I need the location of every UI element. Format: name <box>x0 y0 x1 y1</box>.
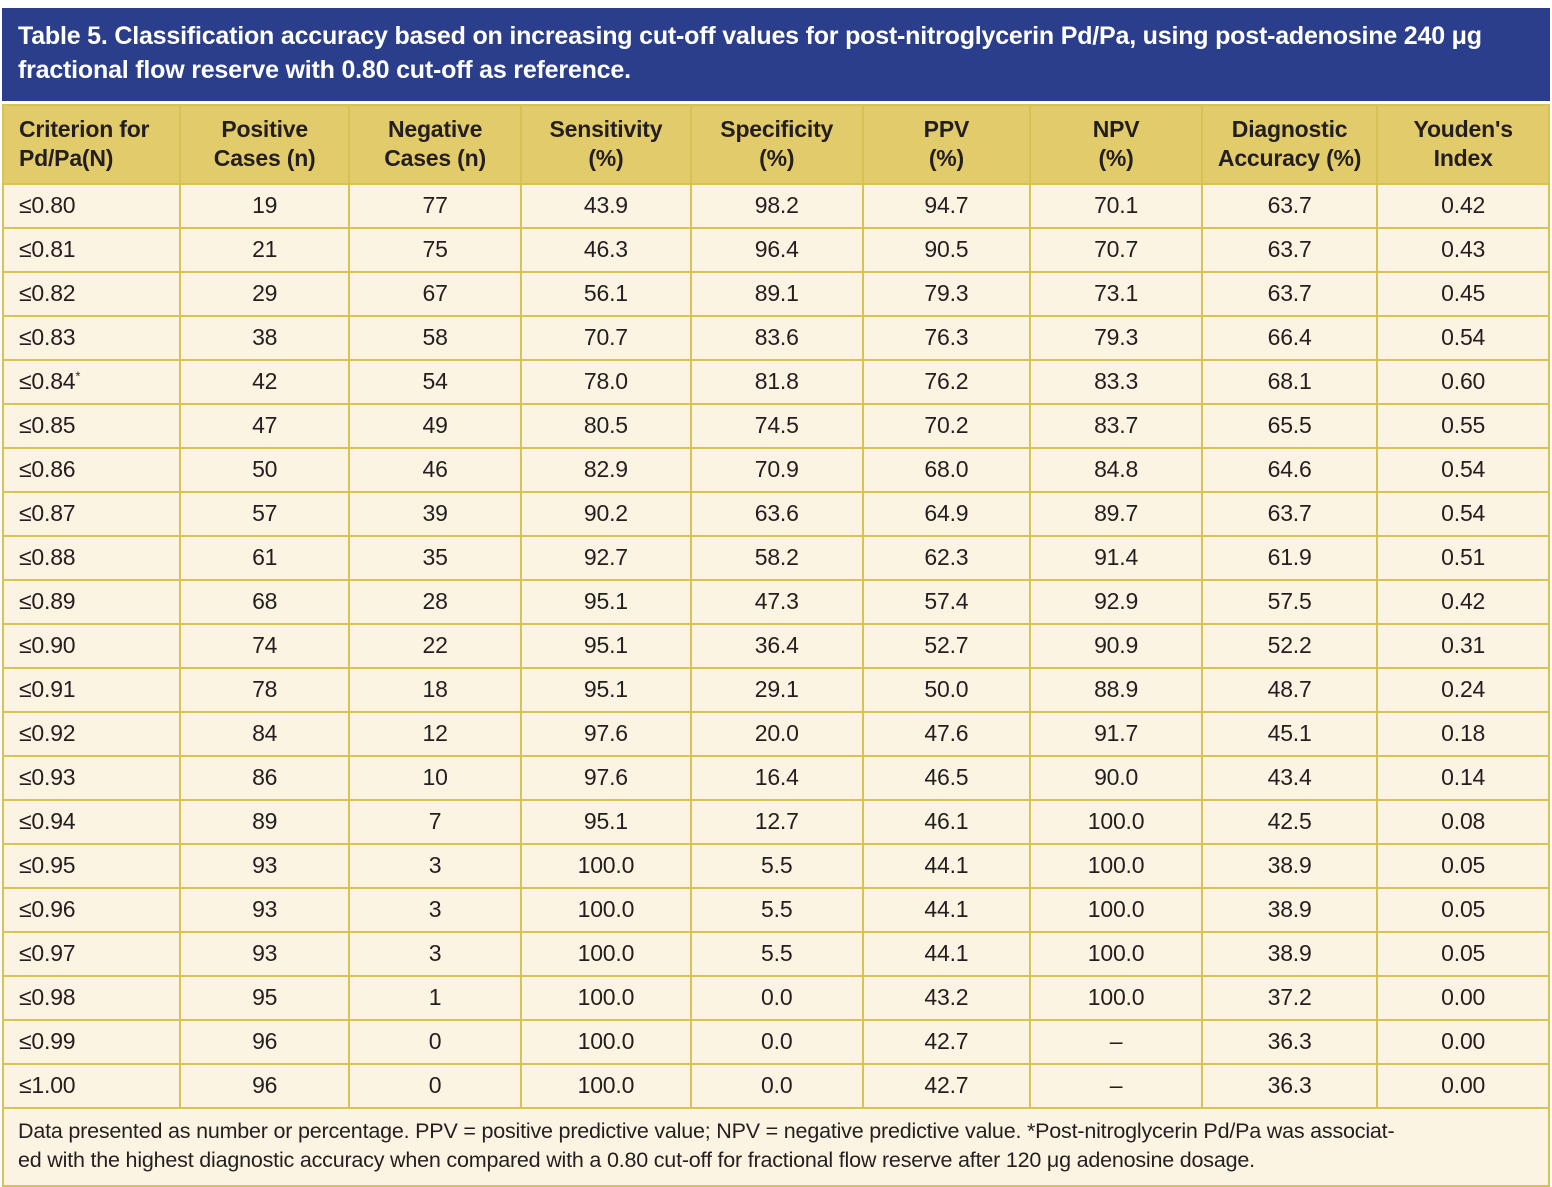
npv-cell: 70.1 <box>1030 184 1202 228</box>
ppv-cell: 50.0 <box>863 668 1031 712</box>
specificity-cell: 98.2 <box>691 184 863 228</box>
criterion-cell: ≤0.80 <box>3 184 180 228</box>
sensitivity-cell: 95.1 <box>521 580 691 624</box>
npv-cell: 70.7 <box>1030 228 1202 272</box>
column-header-npv: NPV (%) <box>1030 105 1202 184</box>
table-row <box>3 228 1549 272</box>
classification-accuracy-table <box>2 104 1550 1187</box>
positive-cell: 89 <box>180 800 349 844</box>
npv-cell: 100.0 <box>1030 844 1202 888</box>
criterion-cell: ≤0.93 <box>3 756 180 800</box>
npv-cell: 91.4 <box>1030 536 1202 580</box>
column-header-specificity: Specificity (%) <box>691 105 863 184</box>
criterion-cell: ≤0.91 <box>3 668 180 712</box>
positive-cell: 38 <box>180 316 349 360</box>
accuracy-cell: 57.5 <box>1202 580 1377 624</box>
specificity-cell: 81.8 <box>691 360 863 404</box>
table-title: Table 5. Classification accuracy based on increasing cut-off values for post-nitroglycerin Pd/Pa, using post-adenosine 240 μg fractional flow reserve with 0.80 cut-off as reference. <box>2 8 1550 101</box>
sensitivity-cell: 97.6 <box>521 712 691 756</box>
criterion-cell: ≤0.88 <box>3 536 180 580</box>
negative-cell: 28 <box>349 580 521 624</box>
accuracy-cell: 63.7 <box>1202 184 1377 228</box>
accuracy-cell: 45.1 <box>1202 712 1377 756</box>
criterion-cell: ≤0.85 <box>3 404 180 448</box>
negative-cell: 46 <box>349 448 521 492</box>
youden-cell: 0.45 <box>1377 272 1549 316</box>
npv-cell: 91.7 <box>1030 712 1202 756</box>
table-footnote-row <box>3 1108 1549 1186</box>
table-row <box>3 756 1549 800</box>
youden-cell: 0.55 <box>1377 404 1549 448</box>
specificity-cell: 5.5 <box>691 932 863 976</box>
positive-cell: 19 <box>180 184 349 228</box>
npv-cell: – <box>1030 1064 1202 1108</box>
npv-cell: 92.9 <box>1030 580 1202 624</box>
criterion-cell: ≤0.86 <box>3 448 180 492</box>
positive-cell: 42 <box>180 360 349 404</box>
accuracy-cell: 63.7 <box>1202 492 1377 536</box>
table-row <box>3 580 1549 624</box>
ppv-cell: 46.1 <box>863 800 1031 844</box>
table-row <box>3 316 1549 360</box>
specificity-cell: 36.4 <box>691 624 863 668</box>
npv-cell: 73.1 <box>1030 272 1202 316</box>
column-header-criterion: Criterion for Pd/Pa(N) <box>3 105 180 184</box>
youden-cell: 0.42 <box>1377 184 1549 228</box>
sensitivity-cell: 80.5 <box>521 404 691 448</box>
sensitivity-cell: 100.0 <box>521 976 691 1020</box>
table-row <box>3 448 1549 492</box>
specificity-cell: 83.6 <box>691 316 863 360</box>
table-row <box>3 668 1549 712</box>
youden-cell: 0.00 <box>1377 1064 1549 1108</box>
table-row <box>3 184 1549 228</box>
column-header-diagnostic-accuracy: Diagnostic Accuracy (%) <box>1202 105 1377 184</box>
ppv-cell: 64.9 <box>863 492 1031 536</box>
table-row <box>3 1064 1549 1108</box>
negative-cell: 0 <box>349 1064 521 1108</box>
sensitivity-cell: 100.0 <box>521 1020 691 1064</box>
npv-cell: 83.7 <box>1030 404 1202 448</box>
positive-cell: 84 <box>180 712 349 756</box>
ppv-cell: 44.1 <box>863 932 1031 976</box>
sensitivity-cell: 78.0 <box>521 360 691 404</box>
accuracy-cell: 61.9 <box>1202 536 1377 580</box>
sensitivity-cell: 82.9 <box>521 448 691 492</box>
youden-cell: 0.60 <box>1377 360 1549 404</box>
column-header-positive-cases: Positive Cases (n) <box>180 105 349 184</box>
footnote-cell <box>3 1108 1549 1186</box>
accuracy-cell: 64.6 <box>1202 448 1377 492</box>
npv-cell: – <box>1030 1020 1202 1064</box>
accuracy-cell: 42.5 <box>1202 800 1377 844</box>
sensitivity-cell: 70.7 <box>521 316 691 360</box>
negative-cell: 67 <box>349 272 521 316</box>
positive-cell: 93 <box>180 844 349 888</box>
table-row <box>3 888 1549 932</box>
specificity-cell: 16.4 <box>691 756 863 800</box>
sensitivity-cell: 95.1 <box>521 800 691 844</box>
positive-cell: 29 <box>180 272 349 316</box>
sensitivity-cell: 90.2 <box>521 492 691 536</box>
ppv-cell: 46.5 <box>863 756 1031 800</box>
youden-cell: 0.00 <box>1377 1020 1549 1064</box>
sensitivity-cell: 43.9 <box>521 184 691 228</box>
npv-cell: 100.0 <box>1030 888 1202 932</box>
positive-cell: 61 <box>180 536 349 580</box>
youden-cell: 0.31 <box>1377 624 1549 668</box>
accuracy-cell: 63.7 <box>1202 228 1377 272</box>
table-row <box>3 712 1549 756</box>
table-row <box>3 492 1549 536</box>
table-row <box>3 360 1549 404</box>
npv-cell: 88.9 <box>1030 668 1202 712</box>
positive-cell: 74 <box>180 624 349 668</box>
criterion-cell: ≤0.97 <box>3 932 180 976</box>
criterion-cell: ≤0.94 <box>3 800 180 844</box>
sensitivity-cell: 46.3 <box>521 228 691 272</box>
npv-cell: 84.8 <box>1030 448 1202 492</box>
negative-cell: 3 <box>349 844 521 888</box>
specificity-cell: 70.9 <box>691 448 863 492</box>
sensitivity-cell: 97.6 <box>521 756 691 800</box>
criterion-cell: ≤0.89 <box>3 580 180 624</box>
npv-cell: 89.7 <box>1030 492 1202 536</box>
positive-cell: 47 <box>180 404 349 448</box>
table-row <box>3 800 1549 844</box>
youden-cell: 0.05 <box>1377 888 1549 932</box>
accuracy-cell: 38.9 <box>1202 844 1377 888</box>
npv-cell: 79.3 <box>1030 316 1202 360</box>
positive-cell: 78 <box>180 668 349 712</box>
negative-cell: 77 <box>349 184 521 228</box>
ppv-cell: 90.5 <box>863 228 1031 272</box>
ppv-cell: 68.0 <box>863 448 1031 492</box>
ppv-cell: 42.7 <box>863 1020 1031 1064</box>
positive-cell: 68 <box>180 580 349 624</box>
criterion-cell: ≤0.81 <box>3 228 180 272</box>
table-row <box>3 624 1549 668</box>
criterion-cell: ≤0.84* <box>3 360 180 404</box>
youden-cell: 0.54 <box>1377 448 1549 492</box>
ppv-cell: 62.3 <box>863 536 1031 580</box>
positive-cell: 93 <box>180 888 349 932</box>
youden-cell: 0.14 <box>1377 756 1549 800</box>
sensitivity-cell: 100.0 <box>521 932 691 976</box>
criterion-cell: ≤0.96 <box>3 888 180 932</box>
negative-cell: 3 <box>349 888 521 932</box>
specificity-cell: 12.7 <box>691 800 863 844</box>
ppv-cell: 70.2 <box>863 404 1031 448</box>
ppv-cell: 47.6 <box>863 712 1031 756</box>
table-row <box>3 1020 1549 1064</box>
criterion-cell: ≤0.99 <box>3 1020 180 1064</box>
sensitivity-cell: 92.7 <box>521 536 691 580</box>
accuracy-cell: 66.4 <box>1202 316 1377 360</box>
positive-cell: 96 <box>180 1064 349 1108</box>
table-row <box>3 932 1549 976</box>
ppv-cell: 79.3 <box>863 272 1031 316</box>
ppv-cell: 76.3 <box>863 316 1031 360</box>
negative-cell: 3 <box>349 932 521 976</box>
ppv-cell: 44.1 <box>863 844 1031 888</box>
specificity-cell: 74.5 <box>691 404 863 448</box>
criterion-cell: ≤0.83 <box>3 316 180 360</box>
table-row <box>3 404 1549 448</box>
specificity-cell: 29.1 <box>691 668 863 712</box>
negative-cell: 35 <box>349 536 521 580</box>
youden-cell: 0.08 <box>1377 800 1549 844</box>
ppv-cell: 52.7 <box>863 624 1031 668</box>
negative-cell: 0 <box>349 1020 521 1064</box>
negative-cell: 1 <box>349 976 521 1020</box>
negative-cell: 39 <box>349 492 521 536</box>
negative-cell: 22 <box>349 624 521 668</box>
criterion-cell: ≤0.95 <box>3 844 180 888</box>
positive-cell: 95 <box>180 976 349 1020</box>
ppv-cell: 44.1 <box>863 888 1031 932</box>
youden-cell: 0.00 <box>1377 976 1549 1020</box>
specificity-cell: 58.2 <box>691 536 863 580</box>
youden-cell: 0.24 <box>1377 668 1549 712</box>
specificity-cell: 5.5 <box>691 888 863 932</box>
specificity-cell: 0.0 <box>691 976 863 1020</box>
specificity-cell: 5.5 <box>691 844 863 888</box>
accuracy-cell: 37.2 <box>1202 976 1377 1020</box>
accuracy-cell: 38.9 <box>1202 888 1377 932</box>
youden-cell: 0.43 <box>1377 228 1549 272</box>
accuracy-cell: 63.7 <box>1202 272 1377 316</box>
negative-cell: 18 <box>349 668 521 712</box>
specificity-cell: 89.1 <box>691 272 863 316</box>
npv-cell: 90.9 <box>1030 624 1202 668</box>
accuracy-cell: 68.1 <box>1202 360 1377 404</box>
specificity-cell: 20.0 <box>691 712 863 756</box>
negative-cell: 58 <box>349 316 521 360</box>
sensitivity-cell: 100.0 <box>521 1064 691 1108</box>
youden-cell: 0.51 <box>1377 536 1549 580</box>
specificity-cell: 47.3 <box>691 580 863 624</box>
sensitivity-cell: 56.1 <box>521 272 691 316</box>
negative-cell: 49 <box>349 404 521 448</box>
npv-cell: 100.0 <box>1030 976 1202 1020</box>
npv-cell: 100.0 <box>1030 932 1202 976</box>
table-row <box>3 844 1549 888</box>
ppv-cell: 57.4 <box>863 580 1031 624</box>
ppv-cell: 76.2 <box>863 360 1031 404</box>
table-row <box>3 536 1549 580</box>
ppv-cell: 42.7 <box>863 1064 1031 1108</box>
footnote-marker: * <box>75 368 81 384</box>
accuracy-cell: 36.3 <box>1202 1020 1377 1064</box>
specificity-cell: 0.0 <box>691 1064 863 1108</box>
table-row <box>3 272 1549 316</box>
youden-cell: 0.54 <box>1377 316 1549 360</box>
table-row <box>3 976 1549 1020</box>
npv-cell: 83.3 <box>1030 360 1202 404</box>
youden-cell: 0.54 <box>1377 492 1549 536</box>
column-header-ppv: PPV (%) <box>863 105 1031 184</box>
column-header-sensitivity: Sensitivity (%) <box>521 105 691 184</box>
youden-cell: 0.05 <box>1377 844 1549 888</box>
criterion-cell: ≤0.90 <box>3 624 180 668</box>
positive-cell: 86 <box>180 756 349 800</box>
accuracy-cell: 36.3 <box>1202 1064 1377 1108</box>
negative-cell: 10 <box>349 756 521 800</box>
footnote-line-2: ed with the highest diagnostic accuracy when compared with a 0.80 cut-off for fractional flow reserve after 120 μg adenosine dosage. <box>18 1147 1255 1172</box>
table-header-row <box>3 105 1549 184</box>
specificity-cell: 96.4 <box>691 228 863 272</box>
criterion-cell: ≤1.00 <box>3 1064 180 1108</box>
negative-cell: 75 <box>349 228 521 272</box>
accuracy-cell: 43.4 <box>1202 756 1377 800</box>
sensitivity-cell: 95.1 <box>521 624 691 668</box>
ppv-cell: 43.2 <box>863 976 1031 1020</box>
negative-cell: 54 <box>349 360 521 404</box>
sensitivity-cell: 95.1 <box>521 668 691 712</box>
positive-cell: 93 <box>180 932 349 976</box>
positive-cell: 96 <box>180 1020 349 1064</box>
sensitivity-cell: 100.0 <box>521 888 691 932</box>
negative-cell: 7 <box>349 800 521 844</box>
npv-cell: 100.0 <box>1030 800 1202 844</box>
column-header-negative-cases: Negative Cases (n) <box>349 105 521 184</box>
table-body <box>3 184 1549 1108</box>
npv-cell: 90.0 <box>1030 756 1202 800</box>
specificity-cell: 63.6 <box>691 492 863 536</box>
criterion-cell: ≤0.87 <box>3 492 180 536</box>
positive-cell: 57 <box>180 492 349 536</box>
criterion-cell: ≤0.92 <box>3 712 180 756</box>
accuracy-cell: 48.7 <box>1202 668 1377 712</box>
criterion-cell: ≤0.82 <box>3 272 180 316</box>
sensitivity-cell: 100.0 <box>521 844 691 888</box>
ppv-cell: 94.7 <box>863 184 1031 228</box>
accuracy-cell: 52.2 <box>1202 624 1377 668</box>
column-header-youdens-index: Youden's Index <box>1377 105 1549 184</box>
footnote-line-1: Data presented as number or percentage. PPV = positive predictive value; NPV = negative predictive value. *Post-nitroglycerin Pd/Pa was associat- <box>18 1118 1395 1143</box>
youden-cell: 0.18 <box>1377 712 1549 756</box>
negative-cell: 12 <box>349 712 521 756</box>
positive-cell: 21 <box>180 228 349 272</box>
specificity-cell: 0.0 <box>691 1020 863 1064</box>
criterion-cell: ≤0.98 <box>3 976 180 1020</box>
youden-cell: 0.05 <box>1377 932 1549 976</box>
accuracy-cell: 38.9 <box>1202 932 1377 976</box>
positive-cell: 50 <box>180 448 349 492</box>
youden-cell: 0.42 <box>1377 580 1549 624</box>
accuracy-cell: 65.5 <box>1202 404 1377 448</box>
table-figure <box>2 8 1550 1187</box>
